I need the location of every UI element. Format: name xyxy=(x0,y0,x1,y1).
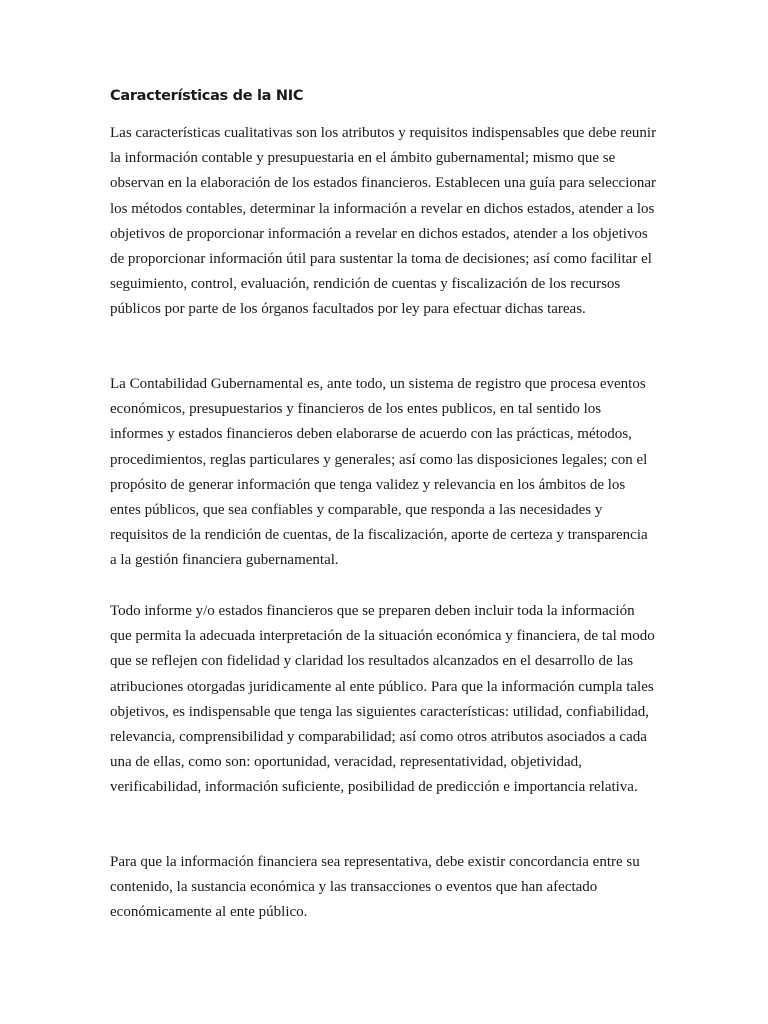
paragraph-4: Para que la información financiera sea representativa, debe existir concordancia entre su contenido, la sustancia económica y las transacciones o eventos que han afectado económicamente al ente público. xyxy=(110,854,640,921)
paragraph-1: Las características cualitativas son los atributos y requisitos indispensables que debe reunir la información contable y presupuestaria en el ámbito gubernamental; mismo que se observan en la elaboración de los estados financieros. Establecen una guía para seleccionar los métodos contables, determinar la información a revelar en dichos estados, atender a los objetivos de proporcionar información a revelar en dichos estados, atender a los objetivos de proporcionar información útil para sustentar la toma de decisiones; así como facilitar el seguimiento, control, evaluación, rendición de cuentas y fiscalización de los recursos públicos por parte de los órganos facultados por ley para efectuar dichas tareas. xyxy=(110,125,657,318)
paragraph-2: La Contabilidad Gubernamental es, ante todo, un sistema de registro que procesa eventos económicos, presupuestarios y financieros de los entes publicos, en tal sentido los informes y estados financieros deben elaborarse de acuerdo con las prácticas, métodos, procedimientos, reglas particulares y generales; así como las disposiciones legales; con el propósito de generar información que tenga validez y relevancia en los ámbitos de los entes públicos, que sea confiables y comparable, que responda a las necesidades y requisitos de la rendición de cuentas, de la fiscalización, aporte de certeza y transparencia a la gestión financiera gubernamental. xyxy=(110,376,648,569)
paragraph-3: Todo informe y/o estados financieros que se preparen deben incluir toda la información que permita la adecuada interpretación de la situación económica y financiera, de tal modo que se reflejen con fidelidad y claridad los resultados alcanzados en el desarrollo de las atribuciones otorgadas juridicamente al ente público. Para que la información cumpla tales objetivos, es indispensable que tenga las siguientes características: utilidad, confiabilidad, relevancia, comprensibilidad y comparabilidad; así como otros atributos asociados a cada una de ellas, como son: oportunidad, veracidad, representatividad, objetividad, verificabilidad, información suficiente, posibilidad de predicción e importancia relativa. xyxy=(110,603,655,796)
document-heading: Características de la NIC xyxy=(110,88,304,104)
